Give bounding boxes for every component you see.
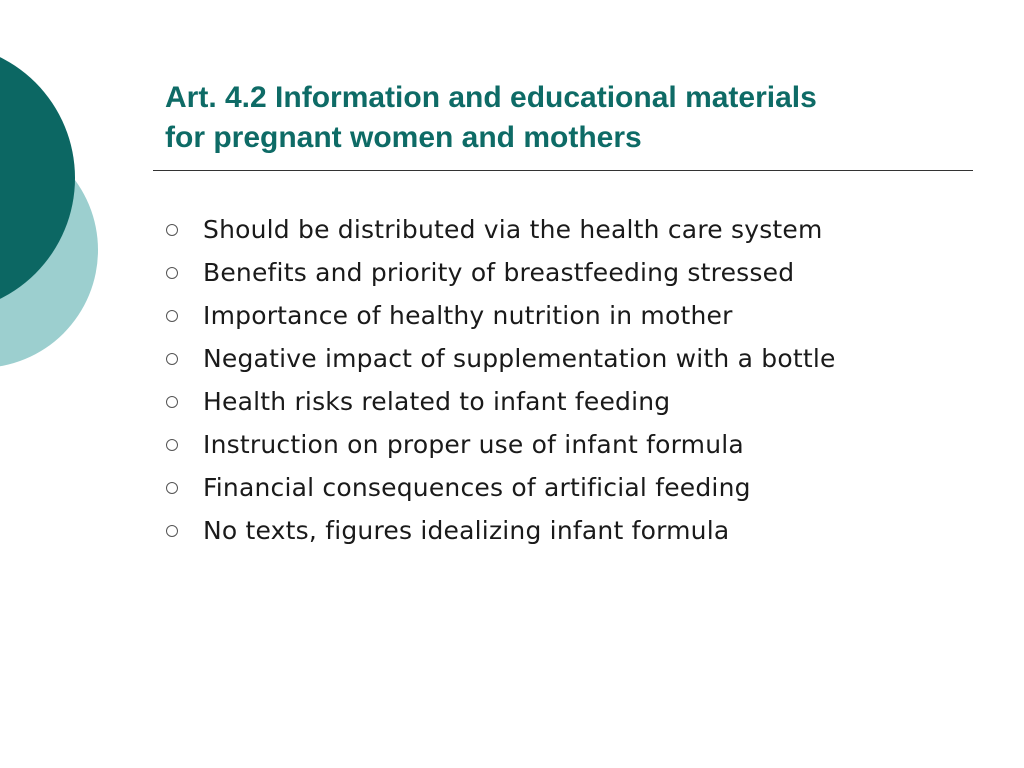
hollow-circle-bullet-icon	[166, 396, 178, 408]
title-divider	[153, 170, 973, 171]
hollow-circle-bullet-icon	[166, 224, 178, 236]
bullet-text: Benefits and priority of breastfeeding stressed	[203, 258, 795, 287]
hollow-circle-bullet-icon	[166, 482, 178, 494]
bullet-item	[160, 423, 836, 466]
slide-title	[165, 78, 965, 158]
bullet-list	[160, 208, 836, 552]
bullet-item	[160, 294, 836, 337]
hollow-circle-bullet-icon	[166, 353, 178, 365]
bullet-text: Should be distributed via the health care system	[203, 215, 823, 244]
bullet-text: Importance of healthy nutrition in mother	[203, 301, 733, 330]
hollow-circle-bullet-icon	[166, 267, 178, 279]
bullet-item	[160, 466, 836, 509]
bullet-text: No texts, figures idealizing infant formula	[203, 516, 730, 545]
title-line-2: for pregnant women and mothers	[165, 121, 642, 154]
bullet-item	[160, 509, 836, 552]
decorative-circles	[0, 0, 140, 420]
bullet-item	[160, 208, 836, 251]
bullet-text: Negative impact of supplementation with a bottle	[203, 344, 836, 373]
hollow-circle-bullet-icon	[166, 525, 178, 537]
hollow-circle-bullet-icon	[166, 439, 178, 451]
hollow-circle-bullet-icon	[166, 310, 178, 322]
bullet-text: Financial consequences of artificial feeding	[203, 473, 751, 502]
bullet-item	[160, 380, 836, 423]
bullet-text: Health risks related to infant feeding	[203, 387, 671, 416]
title-line-1: Art. 4.2 Information and educational materials	[165, 81, 817, 114]
bullet-item	[160, 251, 836, 294]
bullet-item	[160, 337, 836, 380]
bullet-text: Instruction on proper use of infant formula	[203, 430, 744, 459]
